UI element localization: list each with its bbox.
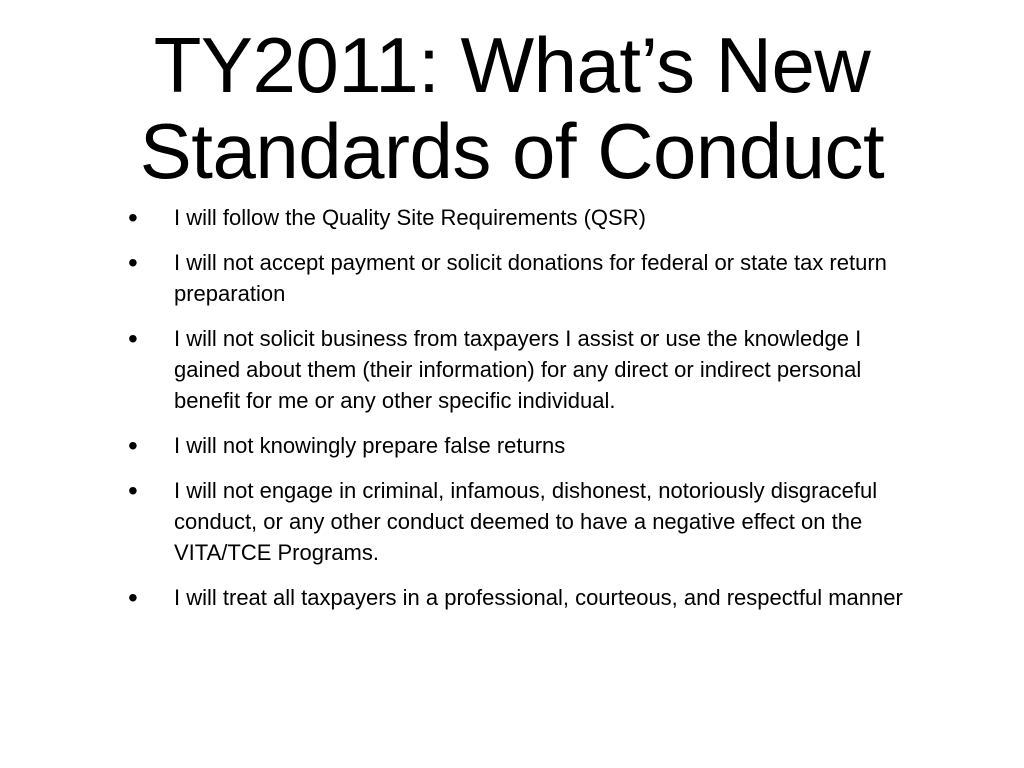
title-line-1: TY2011: What’s New	[153, 21, 871, 109]
bullet-item-payment	[128, 247, 914, 309]
bullet-icon: •	[128, 475, 138, 506]
bullet-icon: •	[128, 247, 138, 278]
bullet-item-conduct	[128, 475, 914, 568]
bullet-list	[0, 202, 1024, 627]
bullet-item-solicit-business	[128, 323, 914, 416]
bullet-icon: •	[128, 323, 138, 354]
bullet-text: I will not solicit business from taxpayers I assist or use the knowledge I gained about them (their information) for any direct or indirect personal benefit for me or any other specific individual.	[174, 326, 862, 413]
bullet-item-false-returns	[128, 430, 914, 461]
bullet-icon: •	[128, 582, 138, 613]
bullet-text: I will not accept payment or solicit donations for federal or state tax return preparation	[174, 250, 887, 306]
bullet-item-treat-taxpayers	[128, 582, 914, 613]
title-line-2: Standards of Conduct	[139, 107, 885, 195]
slide-title	[0, 22, 1024, 194]
bullet-text: I will not engage in criminal, infamous, dishonest, notoriously disgraceful conduct, or any other conduct deemed to have a negative effect on the VITA/TCE Programs.	[174, 478, 878, 565]
bullet-text: I will not knowingly prepare false returns	[174, 433, 566, 458]
bullet-text: I will follow the Quality Site Requirements (QSR)	[174, 205, 646, 230]
bullet-item-qsr	[128, 202, 914, 233]
bullet-icon: •	[128, 430, 138, 461]
bullet-text: I will treat all taxpayers in a professional, courteous, and respectful manner	[174, 585, 903, 610]
bullet-icon: •	[128, 202, 138, 233]
